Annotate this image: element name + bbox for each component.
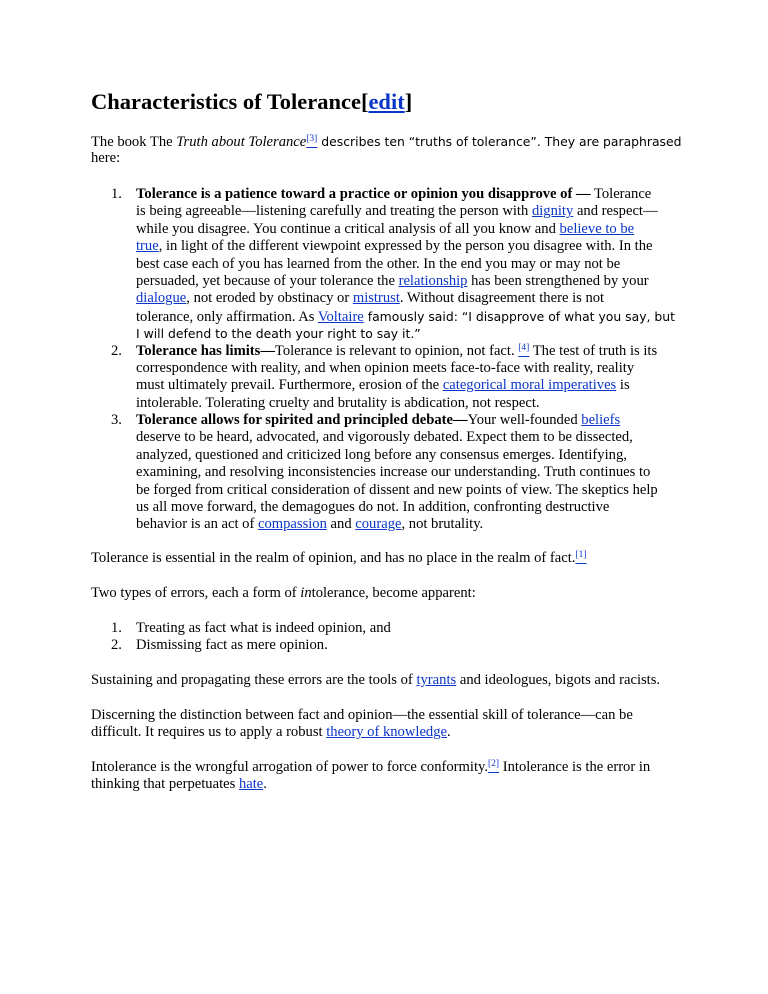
intro-line-1 [91, 133, 691, 150]
theory-of-knowledge-link[interactable]: theory of knowledge [326, 724, 447, 741]
heading-bracket-close: ] [404, 89, 413, 114]
ref-2[interactable]: [2] [488, 759, 500, 769]
discerning-paragraph [91, 707, 691, 742]
text: and respect— [573, 203, 658, 220]
text: Sustaining and propagating these errors are the tools of [91, 672, 417, 688]
intro-paragraph [91, 133, 691, 168]
text: has been strengthened by your [467, 272, 649, 289]
truth-1-line-7 [136, 290, 691, 307]
intro-line-2: here: [91, 150, 121, 167]
text: tolerance, only affirmation. As [136, 308, 318, 325]
truth-1-line-8 [136, 308, 691, 325]
error-1-text: Treating as fact what is indeed opinion, and [136, 620, 391, 636]
text: is being agreeable—listening carefully and treating the person with [136, 203, 532, 220]
ref-4[interactable]: [4] [518, 342, 530, 353]
truth-1-line-4 [136, 238, 691, 255]
text: , in light of the different viewpoint expressed by the person you disagree with. In the [158, 238, 653, 255]
errors-line [91, 585, 691, 602]
list-number: 2. [111, 342, 122, 359]
relationship-link[interactable]: relationship [398, 272, 468, 289]
text: while you disagree. You continue a critical analysis of all you know and [136, 220, 560, 237]
text: difficult. It requires us to apply a robust [91, 724, 327, 741]
truth-2-line-4: intolerable. Tolerating cruelty and brutality is abdication, not respect. [136, 394, 540, 411]
truths-list [91, 186, 691, 534]
errors-list [91, 620, 691, 655]
list-item [91, 186, 691, 343]
truth-1-line-9: I will defend to the death your right to say it.” [136, 326, 421, 342]
categorical-moral-imperatives-link[interactable]: categorical moral imperatives [442, 377, 617, 394]
text: Two types of errors, each a form of [91, 585, 301, 601]
text: . Without disagreement there is not [399, 290, 605, 307]
truth-1-line-6 [136, 273, 691, 290]
text: . [263, 776, 267, 793]
truth-2-line-1 [136, 343, 691, 360]
mistrust-link[interactable]: mistrust [352, 290, 400, 307]
text: Tolerance is relevant to opinion, not fact. [274, 342, 519, 359]
truth-1-line-1 [136, 186, 691, 203]
text: , not brutality. [401, 516, 484, 533]
book-title: Truth about Tolerance [176, 134, 307, 150]
heading-text: Characteristics of Tolerance [91, 89, 361, 114]
truth-3-line-1 [136, 412, 691, 429]
truth-1-line-2 [136, 203, 691, 220]
hate-link[interactable]: hate [238, 776, 264, 793]
truth-3-line-5: be forged from critical consideration of dissent and new points of view. The skeptics help [136, 481, 658, 498]
truth-1-text: Tolerance [590, 186, 652, 202]
intro-text-cont: describes ten “truths of tolerance”. They are paraphrased [317, 134, 682, 149]
text: tolerance, become apparent: [311, 585, 476, 601]
believe-to-be-true-link-cont[interactable]: true [136, 238, 159, 255]
text: persuaded, yet because of your tolerance the [136, 272, 399, 289]
text: . [447, 724, 451, 741]
dignity-link[interactable]: dignity [531, 203, 574, 220]
intolerance-paragraph [91, 759, 691, 794]
truth-3-title: Tolerance allows for spirited and principled debate— [136, 412, 468, 429]
list-item [91, 620, 691, 637]
ref-4-link[interactable] [518, 343, 529, 359]
text: The test of truth is its [529, 342, 658, 359]
text: is [616, 377, 630, 394]
ref-1-link[interactable] [575, 550, 586, 566]
list-item [91, 343, 691, 413]
text: and [326, 516, 356, 533]
ref-3-link[interactable] [306, 134, 317, 150]
text: thinking that perpetuates [91, 776, 239, 793]
essential-paragraph [91, 550, 691, 567]
truth-3-line-2: deserve to be heard, advocated, and vigorously debated. Expect them to be dissected, [136, 429, 633, 446]
tyrants-link[interactable]: tyrants [416, 672, 457, 688]
truth-1-line-5: best case each of you has learned from the other. In the end you may or may not be [136, 255, 621, 272]
heading-bracket-open: [ [360, 89, 369, 114]
ref-3[interactable]: [3] [306, 134, 318, 144]
believe-to-be-true-link[interactable]: believe to be [559, 220, 635, 237]
list-number: 3. [111, 412, 122, 429]
courage-link[interactable]: courage [355, 516, 402, 533]
error-2-text: Dismissing fact as mere opinion. [136, 637, 328, 654]
truth-3-line-6: us all move forward, the demagogues do not. In addition, confronting destructive [136, 499, 610, 516]
intolerance-line-1 [91, 759, 691, 776]
sustaining-paragraph [91, 672, 691, 689]
essential-line [91, 550, 691, 567]
list-number: 1. [111, 186, 122, 202]
dialogue-link[interactable]: dialogue [136, 290, 187, 307]
text: Intolerance is the wrongful arrogation of power to force conformity. [91, 759, 488, 775]
truth-2-line-2: correspondence with reality, and when opinion meets face-to-face with reality, reality [136, 359, 635, 376]
truth-2-line-3 [136, 377, 691, 394]
truth-3-line-4: examining, and resolving inconsistencies increase our understanding. Truth continues to [136, 464, 651, 481]
truth-3-line-3: analyzed, questioned and criticized long before any consensus emerges. Identifying, [136, 446, 627, 463]
truth-3-line-7 [136, 516, 691, 533]
list-item [91, 412, 691, 534]
text: must ultimately prevail. Furthermore, erosion of the [136, 377, 443, 394]
voltaire-link[interactable]: Voltaire [317, 308, 364, 325]
discerning-line-2 [91, 724, 691, 741]
list-number: 2. [111, 637, 122, 654]
sustaining-line [91, 672, 691, 689]
ref-1[interactable]: [1] [575, 550, 587, 560]
text: Tolerance is essential in the realm of opinion, and has no place in the realm of fact. [91, 550, 576, 566]
errors-paragraph [91, 585, 691, 602]
text: behavior is an act of [136, 516, 258, 533]
compassion-link[interactable]: compassion [257, 516, 327, 533]
intolerance-line-2 [91, 776, 691, 793]
text: Intolerance is the error in [499, 759, 651, 775]
list-number: 1. [111, 620, 122, 636]
truth-1-line-3 [136, 221, 691, 238]
ref-2-link[interactable] [488, 759, 499, 775]
intro-text: The book The [91, 134, 177, 150]
text: and ideologues, bigots and racists. [456, 672, 661, 688]
truth-1-title: Tolerance is a patience toward a practice or opinion you disapprove of — [136, 186, 591, 202]
edit-link[interactable]: edit [368, 89, 405, 114]
voltaire-quote: famously said: “I disapprove of what you say, but [363, 308, 676, 324]
beliefs-link[interactable]: beliefs [581, 412, 621, 429]
section-heading [91, 87, 412, 117]
text: , not eroded by obstinacy or [186, 290, 353, 307]
truth-2-title: Tolerance has limits— [136, 342, 275, 359]
emphasis: in [300, 585, 312, 601]
text: Your well-founded [467, 412, 582, 429]
discerning-line-1: Discerning the distinction between fact and opinion—the essential skill of tolerance—can be [91, 707, 633, 723]
list-item [91, 637, 691, 654]
